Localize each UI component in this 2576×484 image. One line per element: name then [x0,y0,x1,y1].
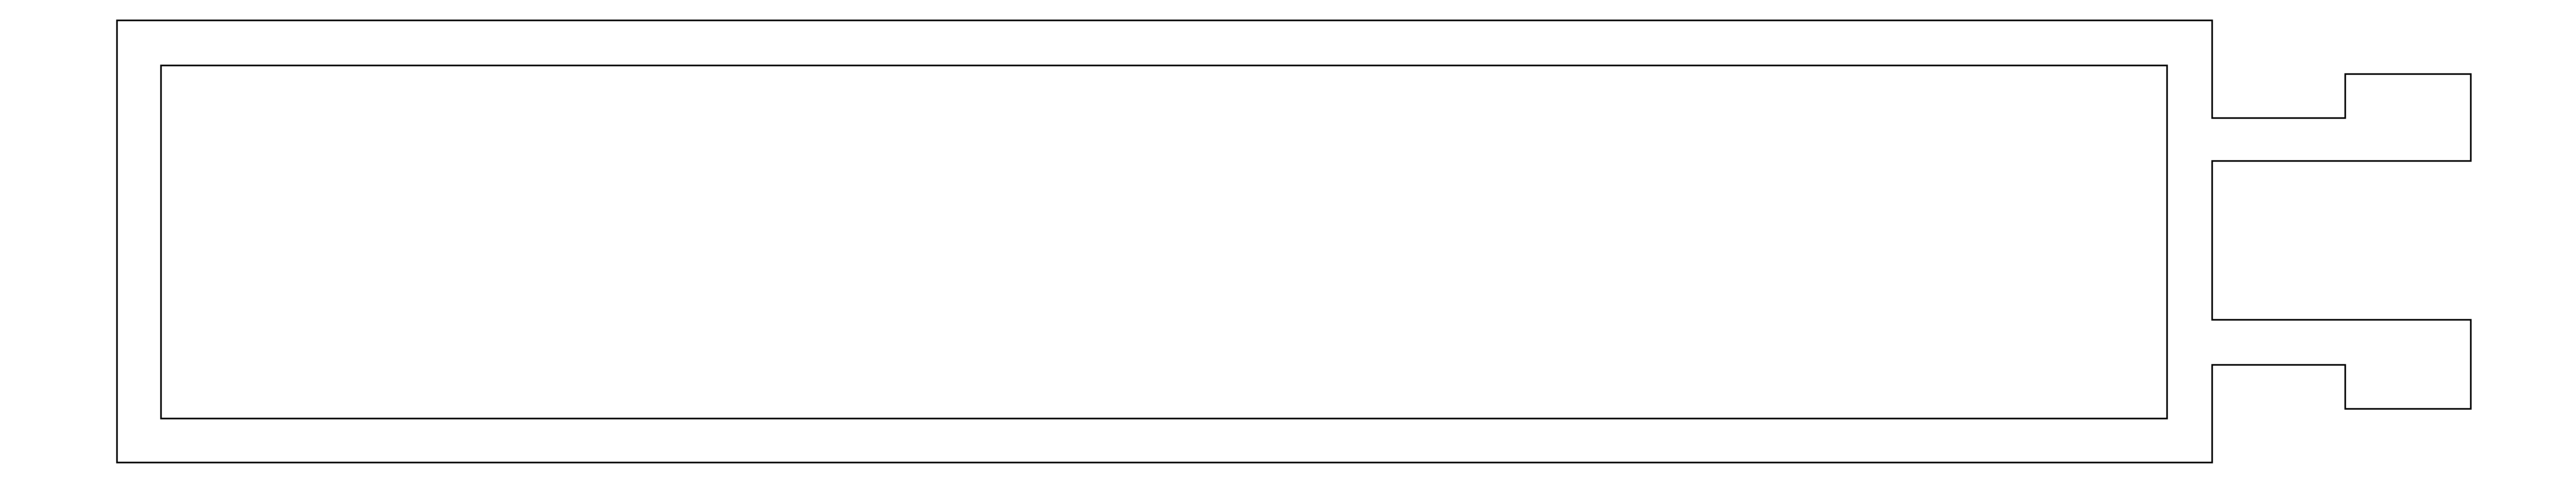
outer-frame-outline [117,20,2471,463]
inner-panel-rectangle [161,65,2167,419]
